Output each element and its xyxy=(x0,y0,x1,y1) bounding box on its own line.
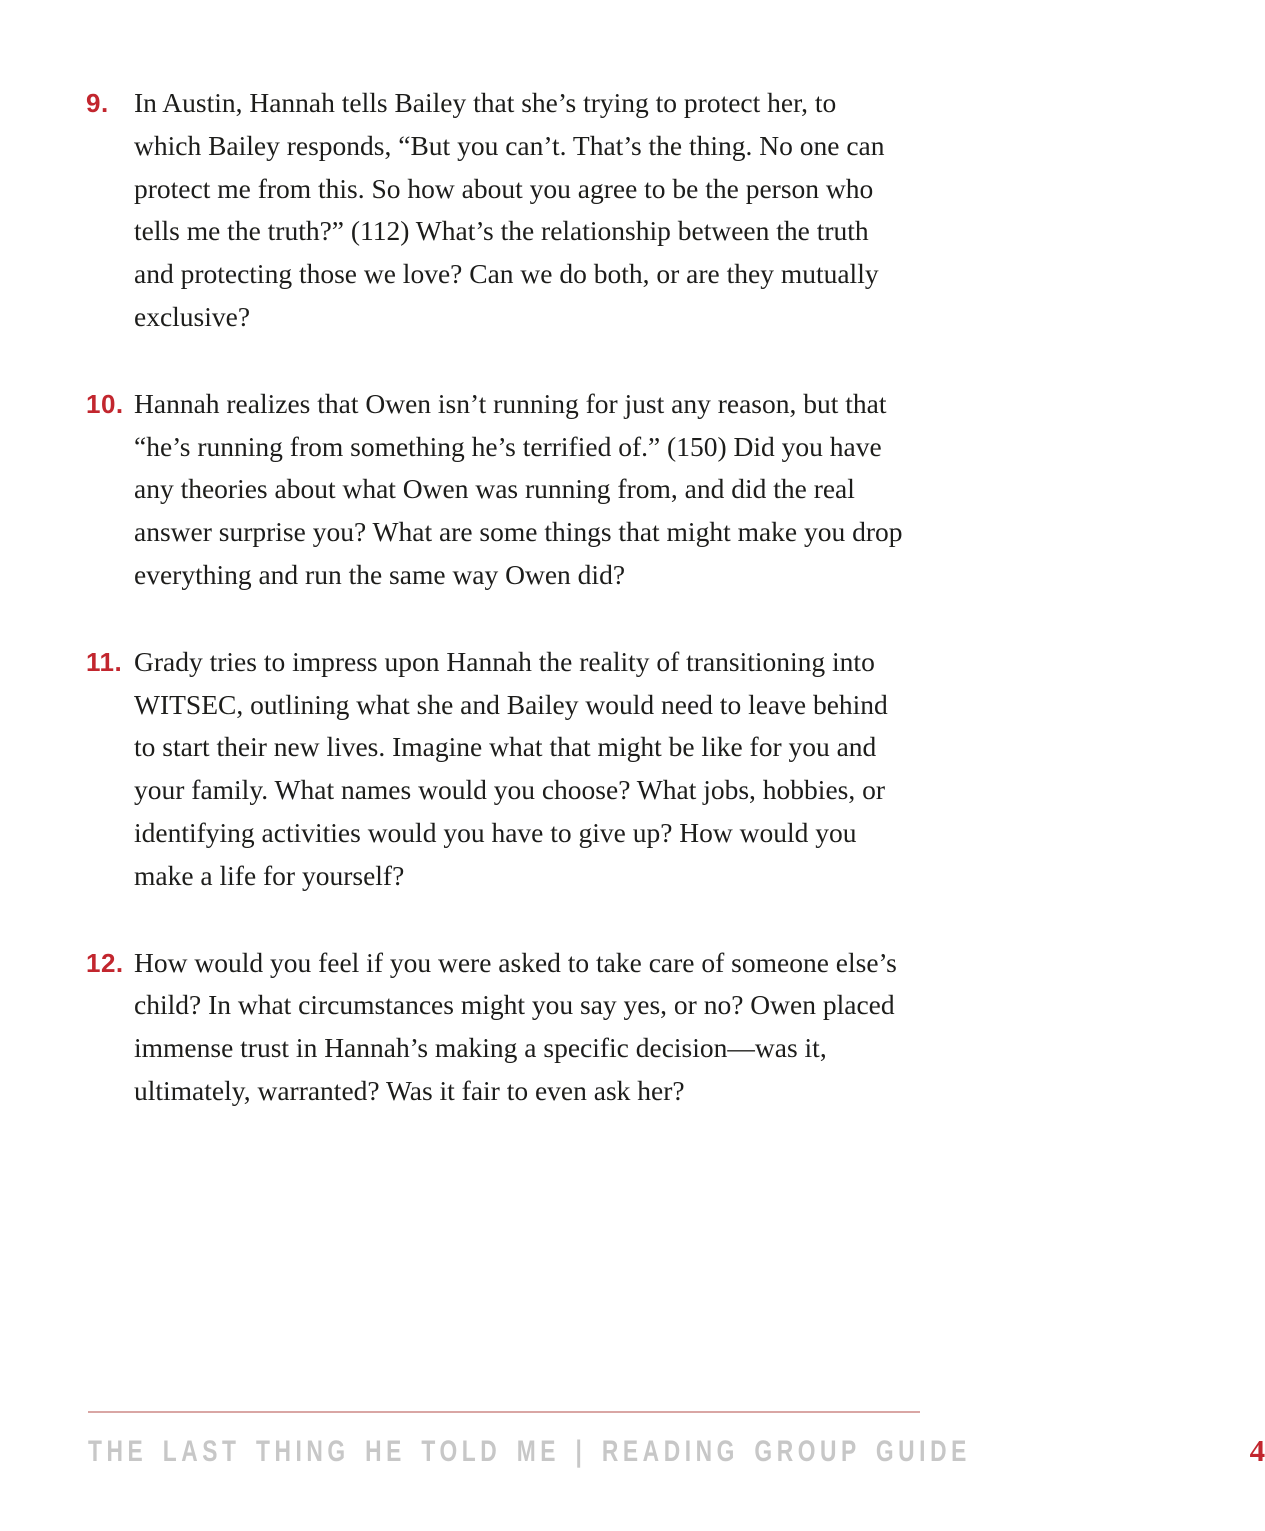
question-number: 12. xyxy=(86,947,124,978)
footer-running-title: THE LAST THING HE TOLD ME | READING GROUP GUIDE xyxy=(88,1435,971,1468)
question-number: 9. xyxy=(86,88,109,118)
question-text: How would you feel if you were asked to take care of someone else’s child? In what circumstances might you say yes, or no? Owen placed immense trust in Hannah’s making a specific decision—was it, ultimately, warranted? Was it fair to even ask her? xyxy=(134,946,897,1106)
footer-page-number: 4 xyxy=(1249,1433,1265,1468)
page-footer xyxy=(88,1411,1265,1469)
question-text: Hannah realizes that Owen isn’t running for just any reason, but that “he’s running from something he’s terrified of.” (150) Did you have any theories about what Owen was running from, and did the real answer surprise you? What are some things that might make you drop everything and run the same way Owen did? xyxy=(134,387,903,590)
question-item-10 xyxy=(86,383,908,597)
question-item-12 xyxy=(86,942,908,1113)
question-item-11 xyxy=(86,641,908,898)
question-text: Grady tries to impress upon Hannah the reality of transitioning into WITSEC, outlining what she and Bailey would need to leave behind to start their new lives. Imagine what that might be like for you and your family. What names would you choose? What jobs, hobbies, or identifying activities would you have to give up? How would you make a life for yourself? xyxy=(134,645,888,891)
question-item-9 xyxy=(86,82,908,339)
question-number: 11. xyxy=(86,646,123,677)
question-list xyxy=(86,82,908,1157)
question-number: 10. xyxy=(86,388,124,419)
question-text: In Austin, Hannah tells Bailey that she’s trying to protect her, to which Bailey responds, “But you can’t. That’s the thing. No one can protect me from this. So how about you agree to be the person who tells me the truth?” (112) What’s the relationship between the truth and protecting those we love? Can we do both, or are they mutually exclusive? xyxy=(134,87,885,332)
